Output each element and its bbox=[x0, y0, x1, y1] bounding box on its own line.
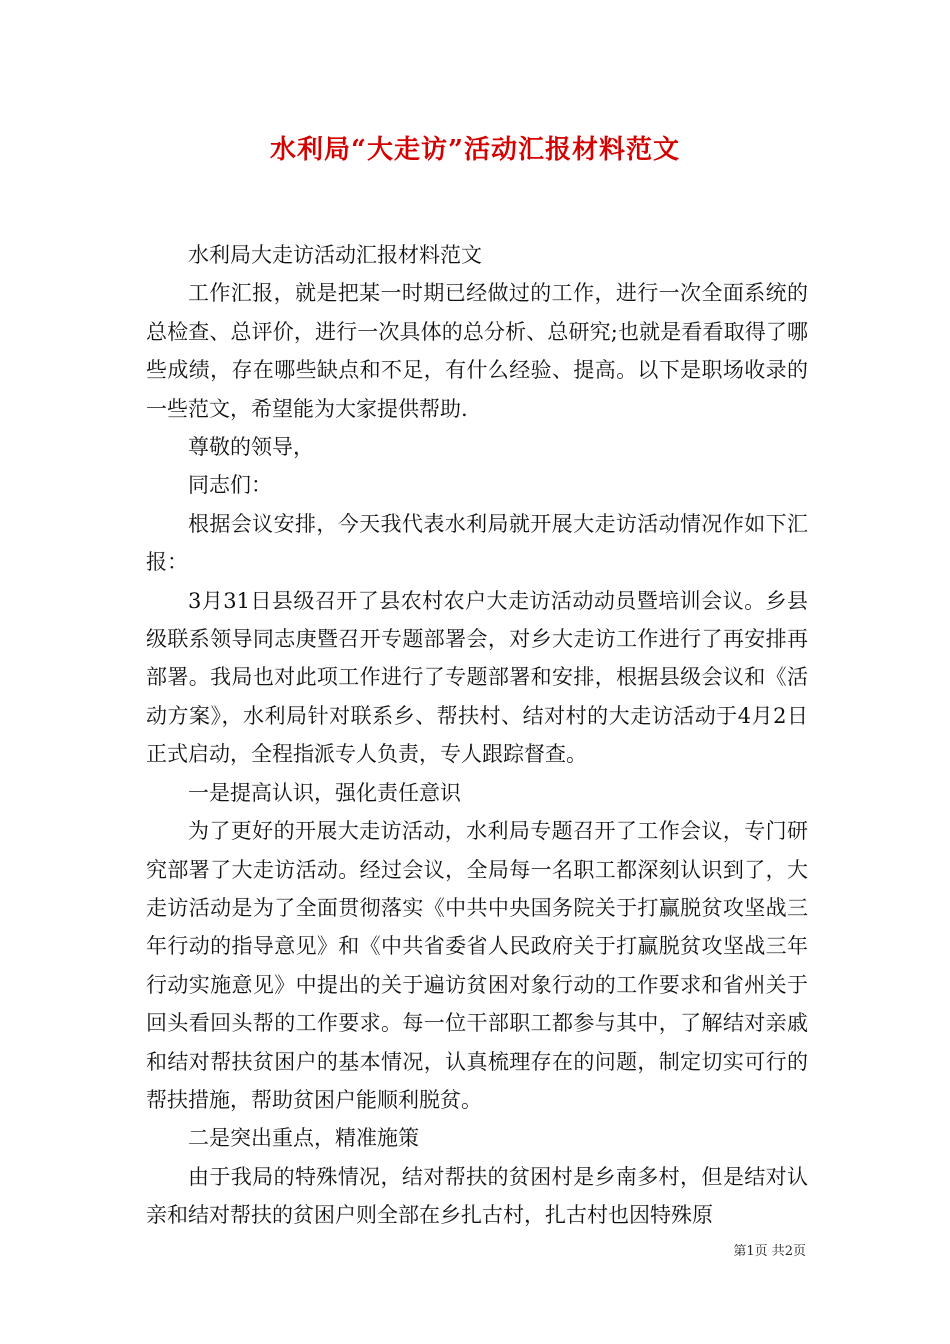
paragraph-greeting: 同志们： bbox=[188, 473, 272, 498]
section-heading-1: 一是提高认识，强化责任意识 bbox=[188, 780, 461, 805]
section-heading-2: 二是突出重点，精准施策 bbox=[188, 1126, 419, 1151]
paragraph-opening: 根据会议安排，今天我代表水利局就开展大走访活动情况作如下汇报： bbox=[146, 511, 808, 575]
paragraph-subtitle: 水利局大走访活动汇报材料范文 bbox=[188, 243, 482, 267]
paragraph-section-1: 为了更好的开展大走访活动，水利局专题召开了工作会议，专门研究部署了大走访活动。经过会议，全局每一名职工都深刻认识到了，大走访活动是为了全面贯彻落实《中共中央国务院关于打赢脱贫攻坚战三年行动的指导意见》和《中共省委省人民政府关于打赢脱贫攻坚战三年行动实施意见》中提出的关于遍访贫困对象行动的工作要求和省州关于回头看回头帮的工作要求。每一位干部职工都参与其中，了解结对亲戚和结对帮扶贫困户的基本情况，认真梳理存在的问题，制定切实可行的帮扶措施，帮助贫困户能顺利脱贫。 bbox=[146, 819, 808, 1112]
paragraph-salutation: 尊敬的领导， bbox=[188, 435, 314, 460]
paragraph-meeting: 3月31日县级召开了县农村农户大走访活动动员暨培训会议。乡县级联系领导同志庚暨召开专题部署会，对乡大走访工作进行了再安排再部署。我局也对此项工作进行了专题部署和安排，根据县级会议和《活动方案》，水利局针对联系乡、帮扶村、结对村的大走访活动于4月2日正式启动，全程指派专人负责，专人跟踪督查。 bbox=[146, 588, 808, 767]
document-body bbox=[146, 236, 808, 1235]
paragraph-intro: 工作汇报，就是把某一时期已经做过的工作，进行一次全面系统的总检查、总评价，进行一次具体的总分析、总研究;也就是看看取得了哪些成绩，存在哪些缺点和不足，有什么经验、提高。以下是职场收录的一些范文，希望能为大家提供帮助. bbox=[146, 281, 808, 421]
paragraph-section-2: 由于我局的特殊情况，结对帮扶的贫困村是乡南多村，但是结对认亲和结对帮扶的贫困户则全部在乡扎古村，扎古村也因特殊原 bbox=[146, 1164, 808, 1228]
page-number: 第1页 共2页 bbox=[733, 1244, 806, 1259]
document-title: 水利局“大走访”活动汇报材料范文 bbox=[270, 135, 680, 165]
